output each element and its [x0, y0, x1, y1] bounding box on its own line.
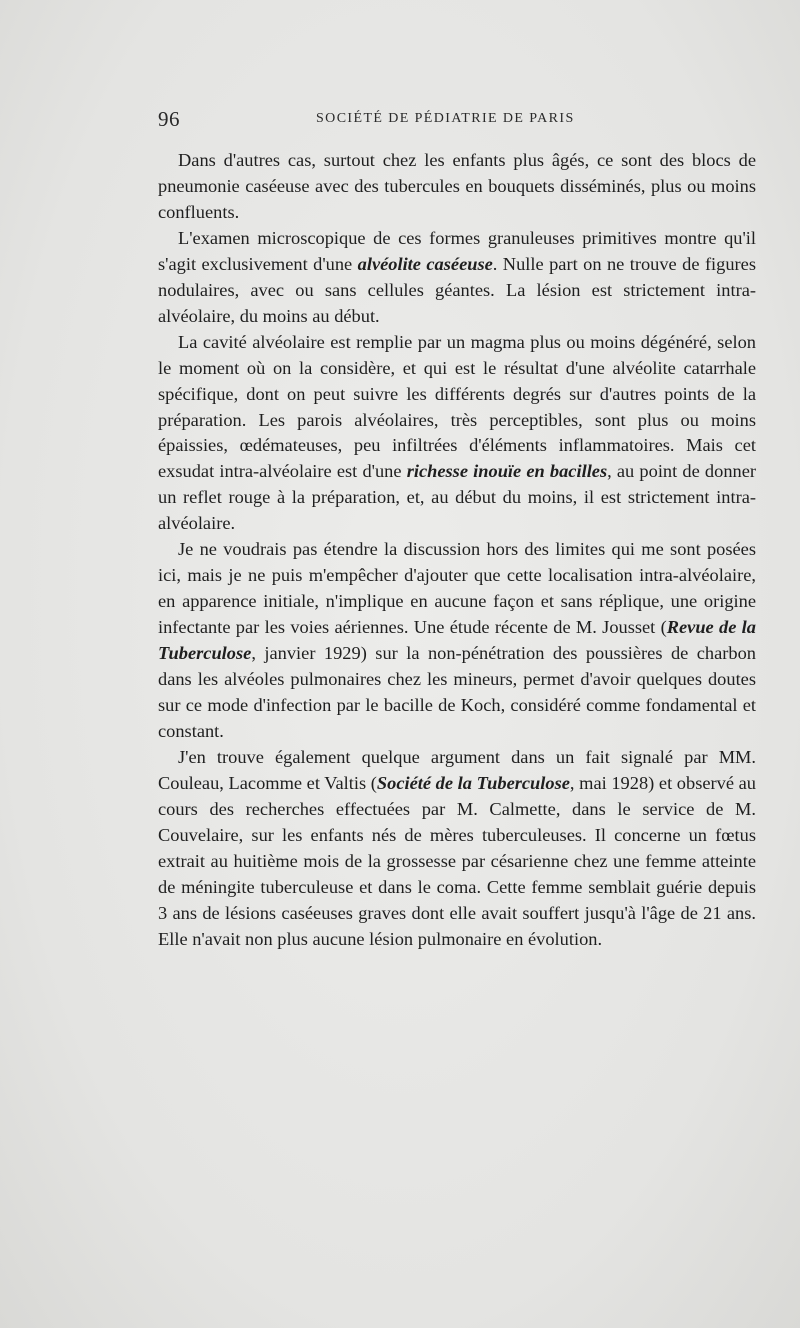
paragraph-2 [158, 226, 756, 330]
text-run: Dans d'autres cas, surtout chez les enfants plus âgés, ce sont des blocs de pneumonie caséeuse avec des tubercules en bouquets disséminés, plus ou moins confluents. [158, 150, 756, 222]
italic-phrase: richesse inouïe en bacilles [406, 461, 608, 482]
text-run: . Nulle part on ne trouve de figures nodulaires, avec ou sans cellules géantes. La lésion est strictement intra-alvéolaire, du moins au début. [158, 253, 757, 326]
text-run: Je ne voudrais pas étendre la discussion hors des limites qui me sont posées ici, mais je ne puis m'empêcher d'ajouter que cette localisation intra-alvéolaire, en apparence initiale, n'implique en aucune façon et sans réplique, une origine infectante par les voies aériennes. Une étude récente de M. Jousset ( [158, 539, 756, 638]
paragraph-1 [158, 148, 756, 226]
text-run: , au point de donner un reflet rouge à la préparation, et, au début du moins, il est strictement intra-alvéolaire. [158, 461, 756, 534]
body-text [158, 148, 756, 953]
page-header [158, 107, 616, 137]
page-number: 96 [158, 107, 180, 131]
paragraph-4 [158, 537, 756, 745]
text-run: J'en trouve également quelque argument dans un fait signalé par MM. Couleau, Lacomme et Valtis ( [158, 746, 756, 793]
paragraph-3 [158, 330, 756, 538]
text-run: L'examen microscopique de ces formes granuleuses primitives montre qu'il s'agit exclusivement d'une [158, 227, 756, 274]
italic-phrase: alvéolite caséeuse [357, 253, 493, 274]
italic-phrase: Société de la Tuberculose [376, 772, 570, 793]
text-run: , janvier 1929) sur la non-pénétration des poussières de charbon dans les alvéoles pulmonaires chez les mineurs, permet d'avoir quelques doutes sur ce mode d'infection par le bacille de Koch, considéré comme fondamental et constant. [158, 643, 756, 741]
text-run: La cavité alvéolaire est remplie par un magma plus ou moins dégénéré, selon le moment où on la considère, et qui est le résultat d'une alvéolite catarrhale spécifique, dont on peut suivre les différents degrés sur d'autres points de la préparation. Les parois alvéolaires, très perceptibles, sont plus ou moins épaissies, œdémateuses, peu infiltrées d'éléments inflammatoires. Mais cet exsudat intra-alvéolaire est d'une [158, 331, 756, 482]
italic-phrase: Revue de la Tuberculose [158, 617, 756, 664]
text-run: , mai 1928) et observé au cours des recherches effectuées par M. Calmette, dans le service de M. Couvelaire, sur les enfants nés de mères tuberculeuses. Il concerne un fœtus extrait au huitième mois de la grossesse par césarienne chez une femme atteinte de méningite tuberculeuse et dans le coma. Cette femme semblait guérie depuis 3 ans de lésions caséeuses graves dont elle avait souffert jusqu'à l'âge de 21 ans. Elle n'avait non plus aucune lésion pulmonaire en évolution. [158, 772, 756, 949]
paragraph-5 [158, 745, 756, 953]
running-head: SOCIÉTÉ DE PÉDIATRIE DE PARIS [316, 111, 575, 126]
